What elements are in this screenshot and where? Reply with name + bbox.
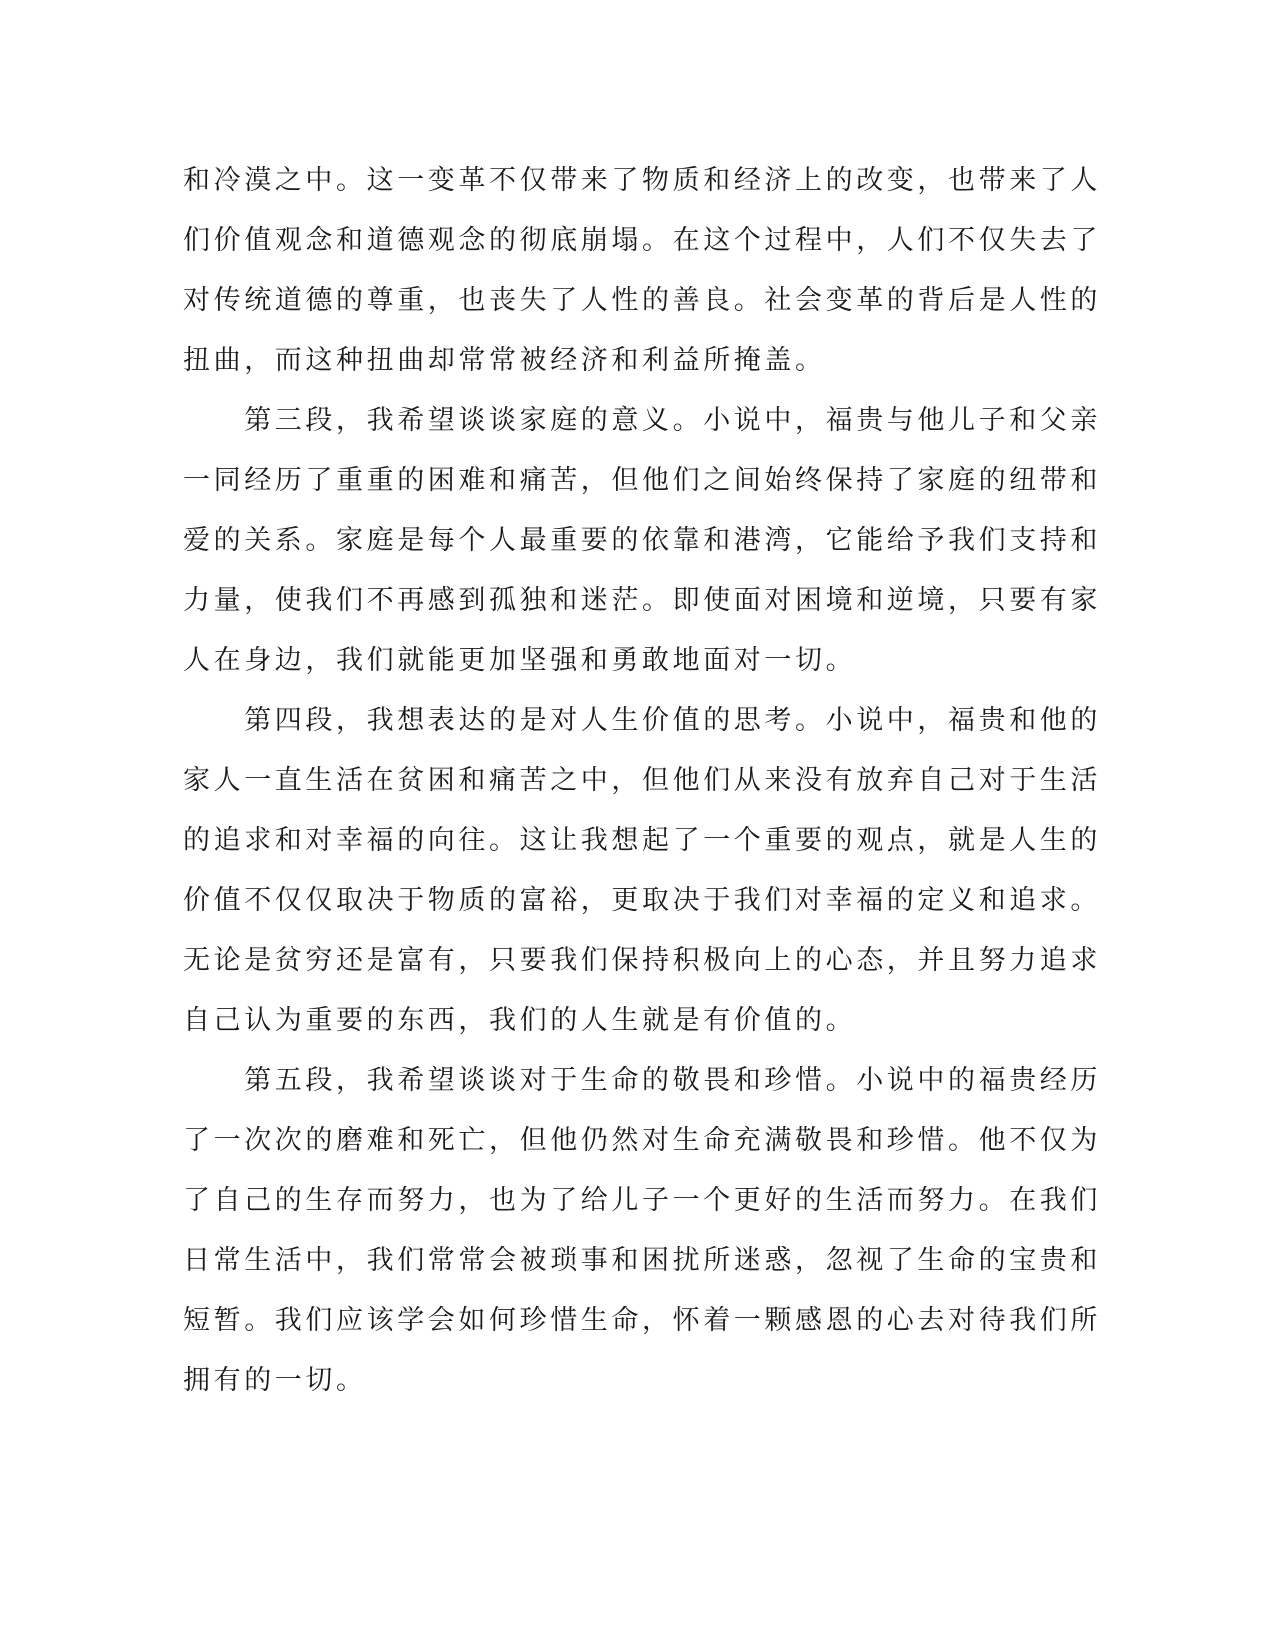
text-line: 价值不仅仅取决于物质的富裕，更取决于我们对幸福的定义和追求。 <box>183 885 1101 916</box>
text-line: 拥有的一切。 <box>183 1365 367 1396</box>
text-line: 日常生活中，我们常常会被琐事和困扰所迷惑，忽视了生命的宝贵和 <box>183 1245 1101 1276</box>
paragraph-continued <box>183 151 1101 391</box>
text-line: 无论是贫穷还是富有，只要我们保持积极向上的心态，并且努力追求 <box>183 945 1101 976</box>
text-line: 短暂。我们应该学会如何珍惜生命，怀着一颗感恩的心去对待我们所 <box>183 1305 1101 1336</box>
text-line: 和冷漠之中。这一变革不仅带来了物质和经济上的改变，也带来了人 <box>183 165 1101 196</box>
text-line: 扭曲，而这种扭曲却常常被经济和利益所掩盖。 <box>183 345 826 376</box>
text-line: 家人一直生活在贫困和痛苦之中，但他们从来没有放弃自己对于生活 <box>183 765 1101 796</box>
text-line: 们价值观念和道德观念的彻底崩塌。在这个过程中，人们不仅失去了 <box>183 225 1101 256</box>
text-line: 对传统道德的尊重，也丧失了人性的善良。社会变革的背后是人性的 <box>183 285 1101 316</box>
essay-body <box>183 151 1101 1411</box>
text-line: 人在身边，我们就能更加坚强和勇敢地面对一切。 <box>183 645 857 676</box>
text-line: 的追求和对幸福的向往。这让我想起了一个重要的观点，就是人生的 <box>183 825 1101 856</box>
text-line: 爱的关系。家庭是每个人最重要的依靠和港湾，它能给予我们支持和 <box>183 525 1101 556</box>
text-line: 一同经历了重重的困难和痛苦，但他们之间始终保持了家庭的纽带和 <box>183 465 1101 496</box>
paragraph-section-three <box>183 391 1101 691</box>
text-line: 第五段，我希望谈谈对于生命的敬畏和珍惜。小说中的福贵经历 <box>183 1065 1101 1096</box>
text-line: 力量，使我们不再感到孤独和迷茫。即使面对困境和逆境，只要有家 <box>183 585 1101 616</box>
text-line: 自己认为重要的东西，我们的人生就是有价值的。 <box>183 1005 857 1036</box>
text-line: 第三段，我希望谈谈家庭的意义。小说中，福贵与他儿子和父亲 <box>183 405 1101 436</box>
text-line: 第四段，我想表达的是对人生价值的思考。小说中，福贵和他的 <box>183 705 1101 736</box>
paragraph-section-four <box>183 691 1101 1051</box>
text-line: 了自己的生存而努力，也为了给儿子一个更好的生活而努力。在我们 <box>183 1185 1101 1216</box>
paragraph-section-five <box>183 1051 1101 1411</box>
text-line: 了一次次的磨难和死亡，但他仍然对生命充满敬畏和珍惜。他不仅为 <box>183 1125 1101 1156</box>
